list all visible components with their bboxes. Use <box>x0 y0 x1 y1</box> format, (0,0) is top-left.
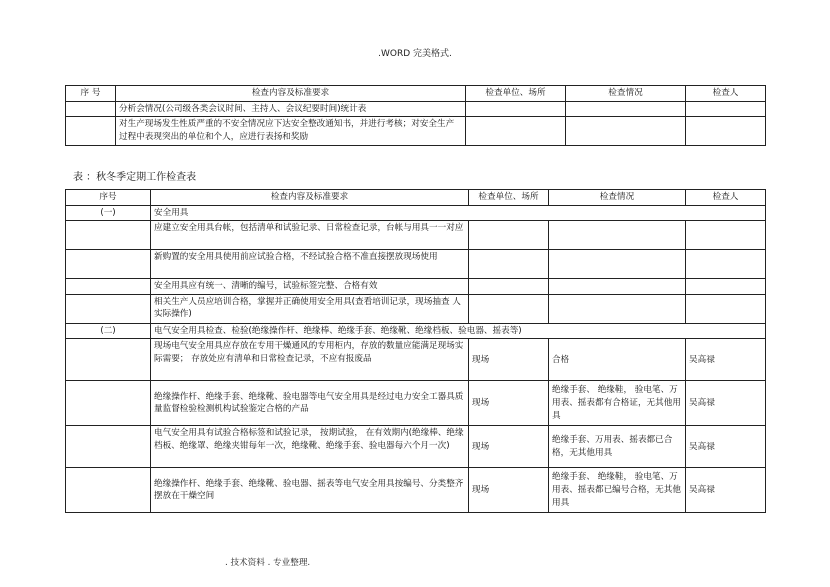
row-place: 现场 <box>469 339 549 381</box>
table-row <box>66 426 766 468</box>
row-inspector: 吴高禄 <box>686 426 766 468</box>
inspection-table-continued <box>65 85 766 146</box>
section-title: 安全用具 <box>151 205 766 221</box>
row-content: 现场电气安全用具应存放在专用干燥通风的专用柜内，存放的数量应能满足现场实际需要； 存放处应有清单和日常检查记录，不应有报废品 <box>151 339 469 381</box>
col-header-content: 检查内容及标准要求 <box>151 190 469 206</box>
row-content: 绝缘操作杆、绝缘手套、绝缘靴、验电器、摇表等电气安全用具按编号、分类整齐摆放在干燥空间 <box>151 468 469 513</box>
section-row <box>66 205 766 221</box>
row-place: 现场 <box>469 381 549 426</box>
col-header-place: 检查单位、场所 <box>469 190 549 206</box>
table-row <box>66 221 766 250</box>
row-content: 绝缘操作杆、绝缘手套、绝缘靴、验电器等电气安全用具是经过电力安全工器具质量监督检验检测机构试验鉴定合格的产品 <box>151 381 469 426</box>
row-content: 对生产现场发生性质严重的不安全情况应下达安全整改通知书，并进行考核；对安全生产过程中表现突出的单位和个人，应进行表扬和奖励 <box>116 117 466 146</box>
row-inspector: 吴高禄 <box>686 468 766 513</box>
page-footer: . 技术资料 . 专业整理. <box>225 558 311 568</box>
table-row <box>66 294 766 323</box>
table-row <box>66 250 766 279</box>
section-number: (一) <box>66 205 151 221</box>
row-place: 现场 <box>469 468 549 513</box>
row-content: 应建立安全用具台帐，包括清单和试验记录、日常检查记录，台帐与用具一一对应 <box>151 221 469 250</box>
row-content: 电气安全用具有试验合格标签和试验记录， 按期试验， 在有效期内(绝缘棒、绝缘档板、绝缘罩、绝缘夹钳每年一次，绝缘靴、绝缘手套、验电器每六个月一次) <box>151 426 469 468</box>
row-status: 绝缘手套、万用表、摇表都已合格，无其他用具 <box>549 426 686 468</box>
col-header-content: 检查内容及标准要求 <box>116 86 466 102</box>
col-header-number: 序 号 <box>66 86 116 102</box>
row-status: 绝缘手套、 绝缘鞋， 验电笔、万用表、摇表都有合格证，无其他用具 <box>549 381 686 426</box>
col-header-status: 检查情况 <box>549 190 686 206</box>
section-row <box>66 323 766 339</box>
row-content: 新购置的安全用具使用前应试验合格，不经试验合格不准直接摆放现场使用 <box>151 250 469 279</box>
autumn-winter-inspection-table <box>65 189 766 513</box>
col-header-place: 检查单位、场所 <box>466 86 566 102</box>
row-status: 绝缘手套、 绝缘鞋， 验电笔、万用表、摇表都已编号合格，无其他用具 <box>549 468 686 513</box>
row-status: 合格 <box>549 339 686 381</box>
row-content: 相关生产人员应培训合格，掌握并正确使用安全用具(查看培训记录，现场抽查 人实际操作) <box>151 294 469 323</box>
table-header-row <box>66 86 766 102</box>
col-header-inspector: 检查人 <box>686 190 766 206</box>
section-title: 电气安全用具检查、检验(绝缘操作杆、绝缘棒、绝缘手套、绝缘靴、绝缘档板、验电器、摇表等) <box>151 323 766 339</box>
table-title: 表 ：秋冬季定期工作检查表 <box>73 172 197 183</box>
page-header: .WORD 完美格式. <box>378 49 452 59</box>
col-header-number: 序号 <box>66 190 151 206</box>
table-row <box>66 468 766 513</box>
row-place: 现场 <box>469 426 549 468</box>
table-row <box>66 117 766 146</box>
table-row <box>66 339 766 381</box>
col-header-inspector: 检查人 <box>686 86 766 102</box>
table-row <box>66 381 766 426</box>
row-inspector: 吴高禄 <box>686 381 766 426</box>
col-header-status: 检查情况 <box>566 86 686 102</box>
row-inspector: 吴高禄 <box>686 339 766 381</box>
section-number: (二) <box>66 323 151 339</box>
row-content: 分析会情况(公司级各类会议时间、主持人、会议纪要时间)统计表 <box>116 101 466 117</box>
table-row <box>66 279 766 295</box>
table-header-row <box>66 190 766 206</box>
table-row <box>66 101 766 117</box>
row-content: 安全用具应有统一、清晰的编号，试验标签完整、合格有效 <box>151 279 469 295</box>
